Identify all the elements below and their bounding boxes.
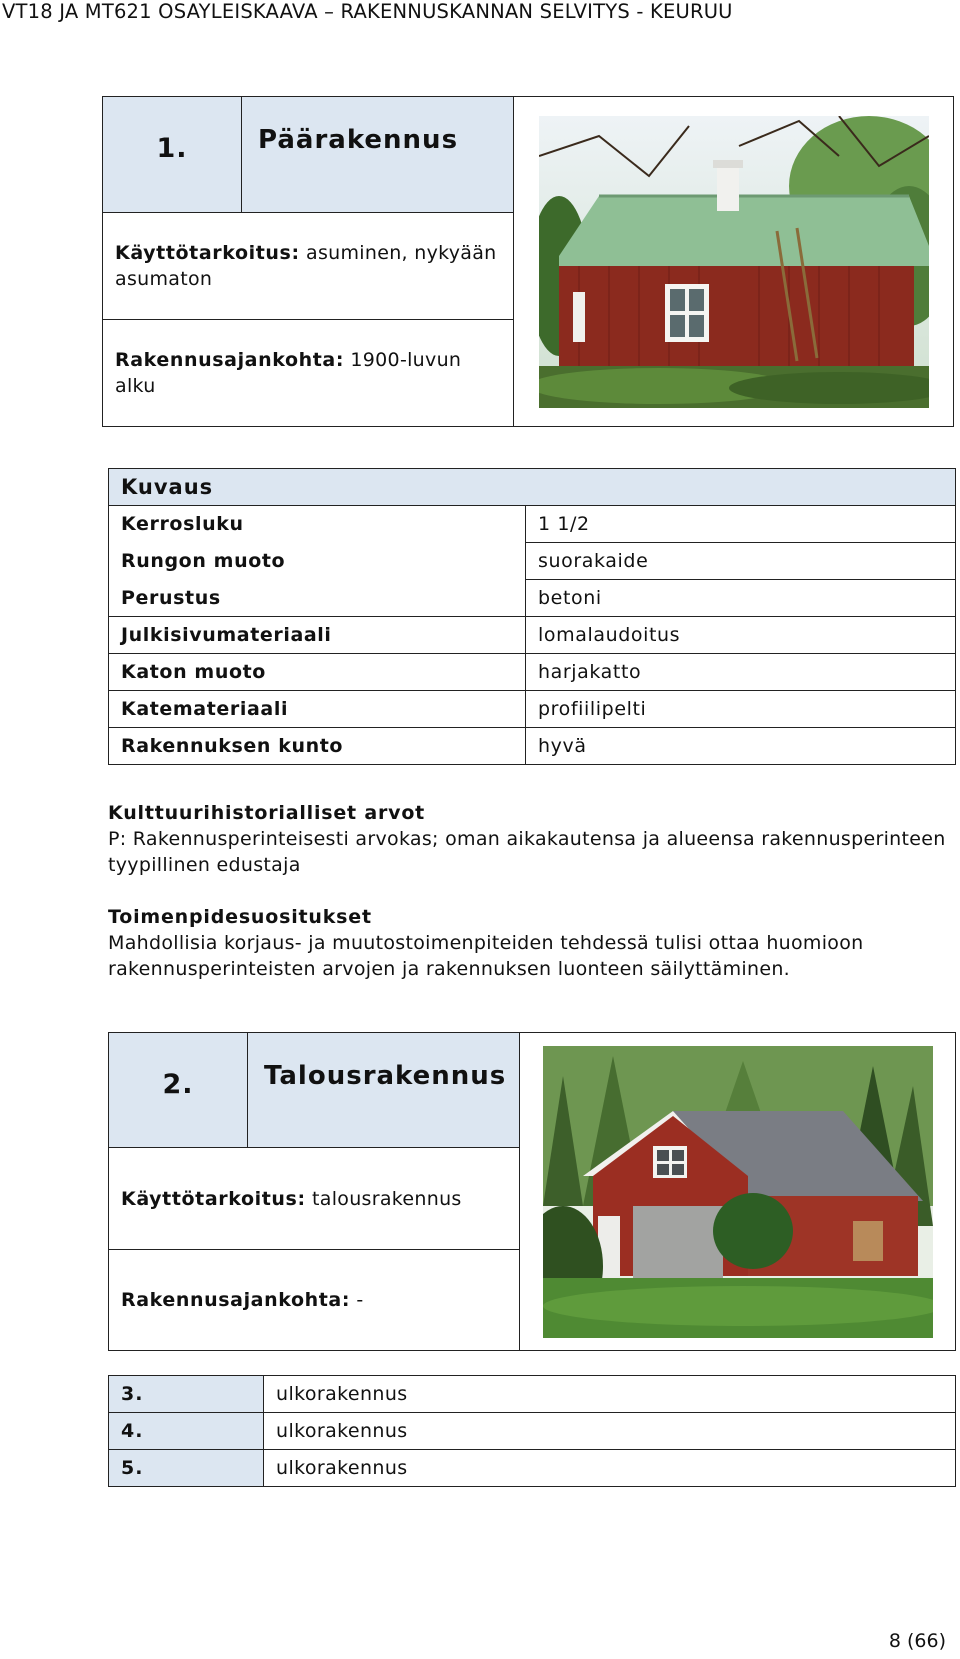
description-value: suorakaide — [526, 543, 956, 580]
description-heading: Kuvaus — [109, 469, 956, 506]
building-2-name: Talousrakennus — [248, 1033, 520, 1148]
red-house-photo — [539, 116, 929, 408]
description-value: betoni — [526, 580, 956, 617]
description-value: 1 1/2 — [526, 506, 956, 543]
table-row — [109, 1450, 956, 1487]
table-row — [109, 1376, 956, 1413]
recommendations-section — [108, 904, 960, 982]
other-buildings-table — [108, 1375, 956, 1487]
building-1-number: 1. — [103, 97, 242, 213]
description-key: Katemateriaali — [109, 691, 526, 728]
building-type: ulkorakennus — [264, 1450, 956, 1487]
building-2-photo — [520, 1033, 956, 1351]
building-1-usage: Käyttötarkoitus: asuminen, nykyään asumaton — [103, 213, 514, 320]
building-1-card — [102, 96, 954, 427]
page-number: 8 (66) — [888, 1630, 946, 1652]
building-type: ulkorakennus — [264, 1376, 956, 1413]
building-1-name: Päärakennus — [242, 97, 514, 213]
building-number: 5. — [109, 1450, 264, 1487]
description-key: Rakennuksen kunto — [109, 728, 526, 765]
building-type: ulkorakennus — [264, 1413, 956, 1450]
cultural-values-section — [108, 800, 960, 878]
building-2-card — [108, 1032, 956, 1351]
building-2-year: Rakennusajankohta: - — [109, 1250, 520, 1351]
description-key: Katon muoto — [109, 654, 526, 691]
building-1-photo — [514, 97, 954, 427]
cultural-values-heading: Kulttuurihistorialliset arvot — [108, 802, 426, 824]
description-table — [108, 468, 956, 765]
description-value: harjakatto — [526, 654, 956, 691]
description-key: Kerrosluku — [109, 506, 526, 543]
description-key: Perustus — [109, 580, 526, 617]
building-number: 3. — [109, 1376, 264, 1413]
building-1-year: Rakennusajankohta: 1900-luvun alku — [103, 320, 514, 427]
recommendations-text: Mahdollisia korjaus- ja muutostoimenpiteiden tehdessä tulisi ottaa huomioon rakennusperinteisten arvojen ja rakennuksen luonteen säilyttäminen. — [108, 932, 864, 980]
building-2-number: 2. — [109, 1033, 248, 1148]
description-value: lomalaudoitus — [526, 617, 956, 654]
building-number: 4. — [109, 1413, 264, 1450]
description-key: Julkisivumateriaali — [109, 617, 526, 654]
table-row — [109, 1413, 956, 1450]
building-2-usage: Käyttötarkoitus: talousrakennus — [109, 1148, 520, 1250]
description-value: hyvä — [526, 728, 956, 765]
cultural-values-text: P: Rakennusperinteisesti arvokas; oman aikakautensa ja alueensa rakennusperinteen tyypillinen edustaja — [108, 828, 946, 876]
recommendations-heading: Toimenpidesuositukset — [108, 906, 372, 928]
description-key: Rungon muoto — [109, 543, 526, 580]
description-value: profiilipelti — [526, 691, 956, 728]
outbuilding-photo — [543, 1046, 933, 1338]
document-header: VT18 JA MT621 OSAYLEISKAAVA – RAKENNUSKANNAN SELVITYS - KEURUU — [2, 0, 733, 23]
